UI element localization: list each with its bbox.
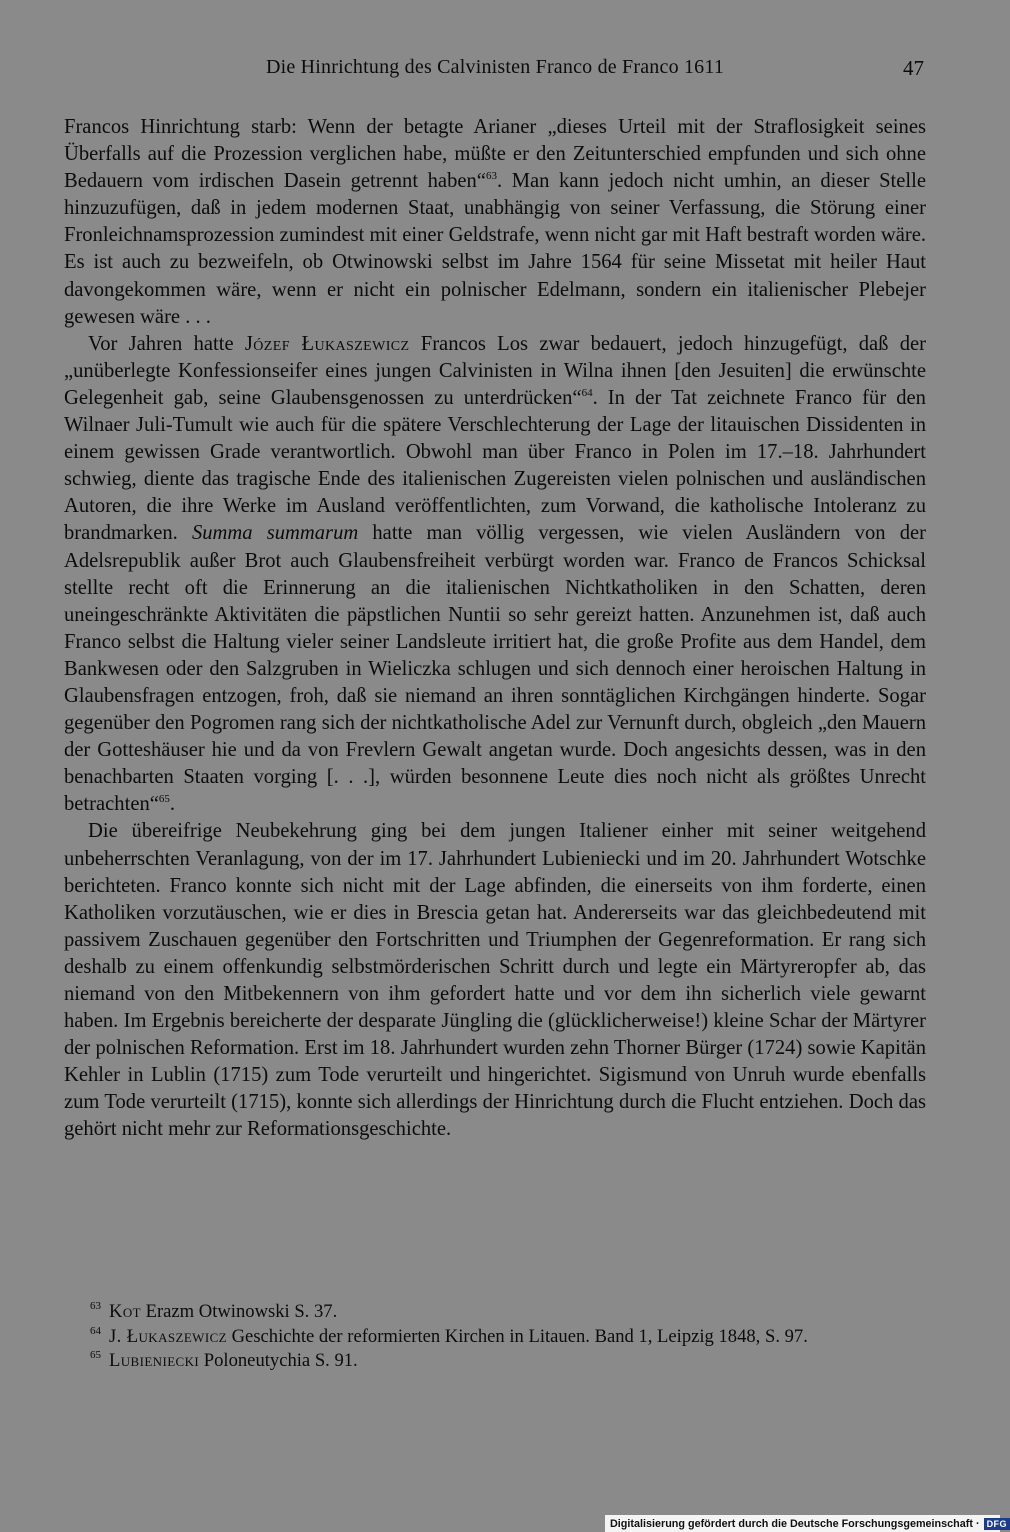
- author-name: Józef Łukaszewicz: [244, 332, 410, 355]
- footnote-number: 63: [90, 1300, 101, 1312]
- footnote-author: J. Łukaszewicz: [109, 1325, 227, 1347]
- footnote-text: Erazm Otwinowski S. 37.: [140, 1301, 338, 1322]
- dfg-logo: DFG: [984, 1518, 1010, 1530]
- body-text: [64, 114, 926, 1144]
- footnote: [90, 1349, 926, 1374]
- footnote-number: 65: [90, 1349, 101, 1362]
- footnote-number: 64: [90, 1324, 101, 1337]
- footnote: [90, 1325, 926, 1350]
- paragraph: [64, 331, 926, 819]
- funding-text: Digitalisierung gefördert durch die Deutsche Forschungsgemeinschaft ·: [610, 1517, 980, 1530]
- text-run: Francos Hinrichtung starb: Wenn der betagte Arianer „dieses Urteil mit der Straflosigkeit seines Überfalls auf die Prozession verglichen habe, müßte er den Zeitunterschied empfunden und sich ohne Bedauern vom irdischen Dasein getrennt haben“: [64, 116, 926, 193]
- footnote-author: Lubieniecki: [109, 1350, 200, 1372]
- footnote-text: Geschichte der reformierten Kirchen in Litauen. Band 1, Leipzig 1848, S. 97.: [226, 1325, 808, 1347]
- text-run: Die übereifrige Neubekehrung ging bei dem jungen Italiener einher mit seiner weitgehend unbeherrschten Veranlagung, von der im 17. Jahrhundert Lubieniecki und im 20. Jahrhundert Wotschke berichteten. Franco konnte sich nicht mit der Lage abfinden, die einerseits von ihm forderte, einen Katholiken vorzutäuschen, wie er dies in Brescia getan hat. Andererseits war das gleichbedeutend mit passivem Zuschauen gegenüber den Fortschritten und Triumphen der Gegenreformation. Er rang sich deshalb zu einem offenkundig selbstmörderischen Schritt durch und legte ein Märtyreropfer ab, das niemand von den Mitbekennern von ihm gefordert hatte und vor dem ihn sicherlich viele gewarnt haben. Im Ergebnis bereicherte der desparate Jüngling die (glücklicherweise!) kleine Schar der Märtyrer der polnischen Reformation. Erst im 18. Jahrhundert wurden zehn Thorner Bürger (1724) sowie Kapitän Kehler in Lublin (1715) zum Tode verurteilt und hingerichtet. Sigismund von Unruh wurde ebenfalls zum Tode verurteilt (1715), konnte sich allerdings der Hinrichtung durch die Flucht entziehen. Doch das gehört nicht mehr zur Reformationsgeschichte.: [64, 820, 926, 1141]
- paragraph: [64, 114, 926, 331]
- page-number: 47: [903, 56, 924, 80]
- paragraph: [64, 818, 926, 1143]
- italic-phrase: Summa summarum: [191, 522, 359, 545]
- text-run: . Man kann jedoch nicht umhin, an dieser Stelle hinzuzufügen, daß in jedem modernen Staat, unabhängig von seiner Verfassung, die Störung einer Fronleichnamsprozession zumindest mit einer Geldstrafe, wenn nicht gar mit Haft bestraft worden wäre. Es ist auch zu bezweifeln, ob Otwinowski selbst im Jahre 1564 für seine Missetat mit heiler Haut davongekommen wäre, wenn er nicht ein polnischer Edelmann, sondern ein italienischer Plebejer gewesen wäre . . .: [64, 170, 926, 328]
- funding-notice: [605, 1515, 1008, 1532]
- text-run: Francos Los zwar bedauert, jedoch hinzugefügt, daß der „unüberlegte Konfessionseifer eines jungen Calvinisten in Wilna ihnen [den Jesuiten] die erwünschte Gelegenheit gab, seine Glaubensgenossen zu unterdrücken“: [64, 332, 927, 409]
- footnote-ref: 64: [581, 386, 593, 399]
- footnote-ref: 63: [485, 170, 497, 183]
- text-run: hatte man völlig vergessen, wie vielen Ausländern von der Adelsrepublik außer Brot auch Glaubensfreiheit verbürgt worden war. Franco de Francos Schicksal stellte recht oft die Erinnerung an die italienischen Nichtkatholiken in den Schatten, deren uneingeschränkte Aktivitäten die päpstlichen Nuntii so sehr gereizt hatten. Anzunehmen ist, daß auch Franco selbst die Haltung vieler seiner Landsleute irritiert hat, die große Profite aus dem Handel, dem Bankwesen oder den Salzgruben in Wieliczka schlugen und sich dennoch einer heroischen Haltung in Glaubensfragen entzogen, froh, daß sie niemand an ihren sonntäglichen Kirchgängen hinderte. Sogar gegenüber den Pogromen rang sich der nichtkatholische Adel zur Vernunft durch, obgleich „den Mauern der Gotteshäuser hie und da von Frevlern Gewalt angetan wurde. Doch angesichts dessen, was in den benachbarten Staaten vorging [. . .], würden besonnene Leute dies noch nicht als größtes Unrecht betrachten“: [64, 522, 927, 816]
- footnote-ref: 65: [158, 793, 170, 806]
- footnote: [90, 1300, 926, 1325]
- text-run: . In der Tat zeichnete Franco für den Wilnaer Juli-Tumult wie auch für die spätere Verschlechterung der Lage der litauischen Dissidenten in einem gewissen Grade verantwortlich. Obwohl man über Franco in Polen im 17.–18. Jahrhundert schwieg, diente das tragische Ende des italienischen Zugereisten vielen polnischen und ausländischen Autoren, die ihre Werke im Ausland veröffentlichten, zum Vorwand, die katholische Intoleranz zu brandmarken.: [64, 386, 926, 545]
- footnote-author: Kot: [109, 1301, 141, 1322]
- running-header: [64, 56, 926, 82]
- running-title: Die Hinrichtung des Calvinisten Franco de Franco 1611: [265, 56, 725, 78]
- text-run: Vor Jahren hatte: [88, 332, 245, 355]
- footnotes: [90, 1300, 926, 1374]
- footnote-text: Poloneutychia S. 91.: [199, 1350, 358, 1372]
- text-run: .: [169, 793, 176, 816]
